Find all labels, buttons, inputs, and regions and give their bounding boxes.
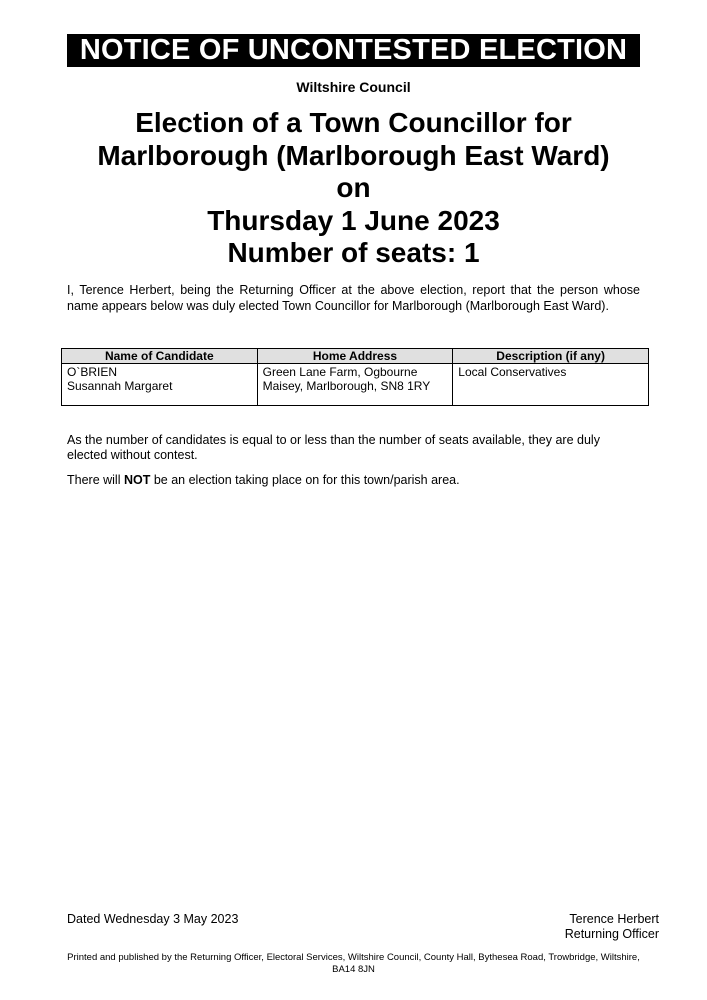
candidate-description: Local Conservatives [458,365,567,379]
council-name: Wiltshire Council [296,79,411,95]
uncontested-paragraph: As the number of candidates is equal to or less than the number of seats available, they are duly elected without contest. [67,433,600,462]
heading-line-date: Thursday 1 June 2023 [207,204,500,236]
no-election-paragraph [67,473,640,488]
notice-banner: NOTICE OF UNCONTESTED ELECTION [67,34,640,67]
dated-line: Dated Wednesday 3 May 2023 [67,912,239,926]
heading-line-election: Election of a Town Councillor for [135,107,572,138]
election-heading [0,107,707,270]
header-home-address: Home Address [257,349,453,364]
candidate-address-cell [257,364,453,406]
candidates-table [61,348,649,406]
officer-name: Terence Herbert [569,912,659,926]
candidate-address-line2: Maisey, Marlborough, SN8 1RY [262,379,431,393]
footer-line2: BA14 8JN [332,964,375,975]
heading-line-ward: Marlborough (Marlborough East Ward) [97,139,610,171]
footer-line1: Printed and published by the Returning Officer, Electoral Services, Wiltshire Council, County Hall, Bythesea Road, Trowbridge, Wiltshire, [67,952,640,963]
heading-line-seats: Number of seats: 1 [227,237,480,268]
officer-title: Returning Officer [564,927,659,941]
candidate-name-cell [62,364,258,406]
candidate-description-cell [453,364,649,406]
table-row [62,364,649,406]
publisher-footer [67,952,640,976]
candidate-address-line1: Green Lane Farm, Ogbourne [262,365,418,379]
heading-line-on: on [336,172,371,203]
intro-paragraph: I, Terence Herbert, being the Returning Officer at the above election, report that the person whose name appears below was duly elected Town Councillor for Marlborough (Marlborough East Ward). [67,283,640,313]
table-header-row [62,349,649,364]
candidate-forenames: Susannah Margaret [67,379,173,393]
header-name-of-candidate: Name of Candidate [62,349,258,364]
candidate-surname: O`BRIEN [67,365,118,379]
no-election-text-before: There will [67,473,124,487]
no-election-emphasis: NOT [123,473,151,487]
header-description: Description (if any) [453,349,649,364]
officer-signoff [565,912,659,942]
no-election-text-after: be an election taking place on for this town/parish area. [150,473,460,487]
